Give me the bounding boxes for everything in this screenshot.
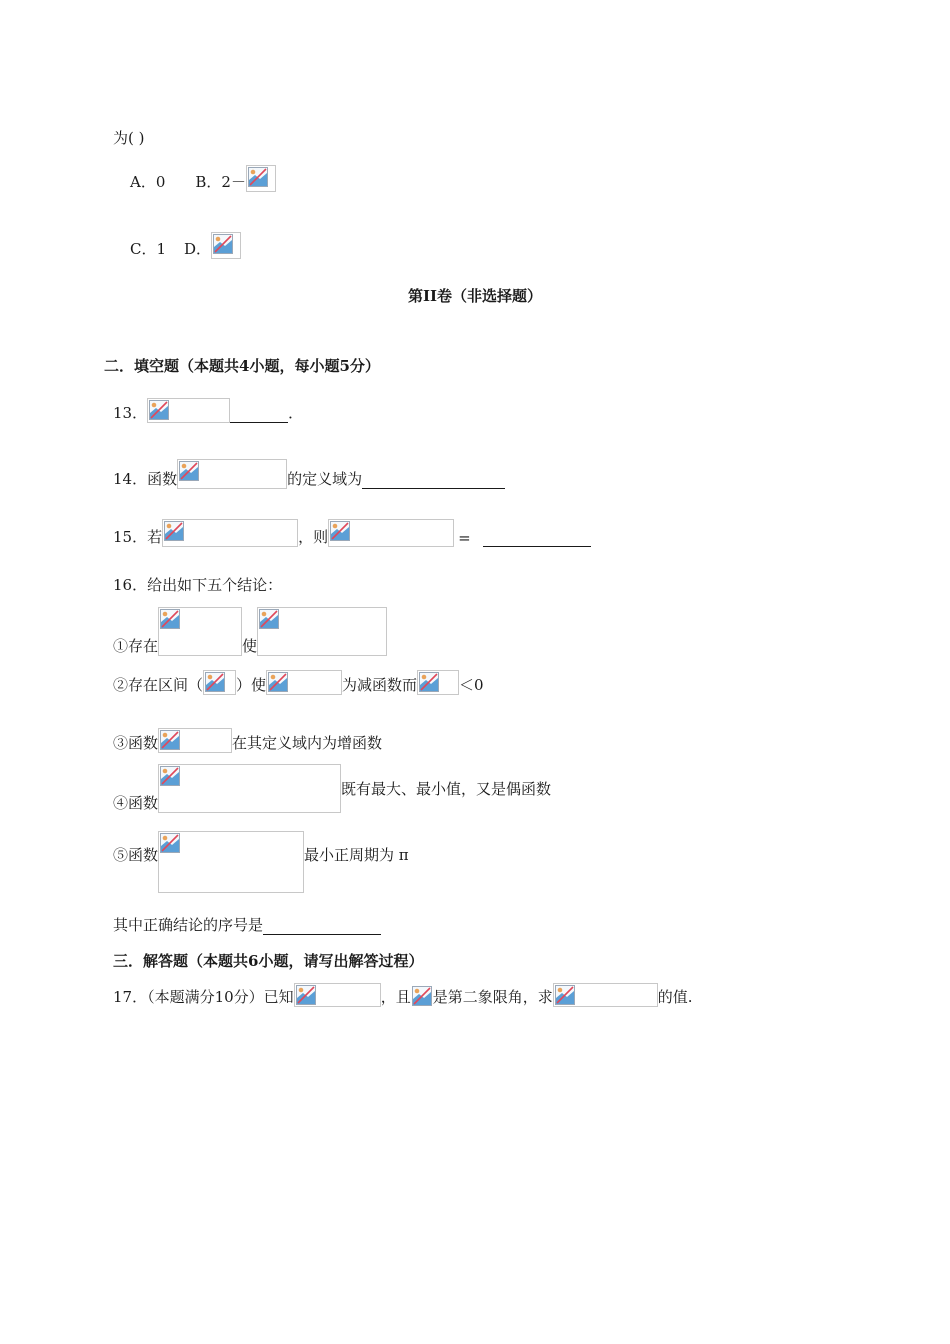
broken-image-icon [147,398,230,423]
answer-blank[interactable] [230,408,288,423]
broken-image-icon [158,728,232,753]
statement-4: ④函数 既有最大、最小值，又是偶函数 [113,764,551,813]
broken-image-icon [203,670,236,695]
statement-3: ③函数 在其定义域内为增函数 [113,728,382,753]
fill-section-header: 二．填空题（本题共4小题，每小题5分） [104,357,380,375]
broken-image-icon [257,607,387,656]
broken-image-icon [211,232,241,259]
statement-2: ②存在区间（ ）使 为减函数而 ＜0 [113,670,484,695]
broken-image-icon [162,519,298,547]
broken-image-icon [158,831,304,893]
q12-options-ab [130,165,276,192]
broken-image-icon [328,519,454,547]
answer-blank[interactable] [362,474,505,489]
broken-image-icon [411,985,433,1007]
question-15: 15．若 ，则 = [113,519,591,547]
broken-image-icon [158,607,242,656]
broken-image-icon [158,764,341,813]
q12-options-cd [130,232,241,259]
question-16-intro: 16．给出如下五个结论： [113,576,283,594]
question-17: 17．（本题满分10分）已知 ，且 是第二象限角，求 的值. [113,983,693,1007]
q12-stem-end: 为( ) [113,129,145,147]
answer-blank[interactable] [263,920,381,935]
statement-1: ①存在 使 [113,607,387,656]
option-b: B．2－ [195,173,246,191]
broken-image-icon [417,670,459,695]
broken-image-icon [266,670,342,695]
broken-image-icon [294,983,381,1007]
answer-section-header: 三．解答题（本题共6小题，请写出解答过程） [113,952,424,970]
section-title: 第II卷（非选择题） [407,287,543,305]
option-d: D． [184,240,212,258]
broken-image-icon [246,165,276,192]
question-13: 13． ． [113,398,303,423]
option-c: C．1 [130,240,167,258]
answer-blank[interactable] [483,532,591,547]
statement-5: ⑤函数 最小正周期为 π [113,831,409,893]
broken-image-icon [177,459,287,489]
broken-image-icon [553,983,658,1007]
q16-answer-line: 其中正确结论的序号是 [113,914,381,935]
option-a: A．0 [130,173,166,191]
question-14: 14．函数 的定义域为 [113,459,505,489]
